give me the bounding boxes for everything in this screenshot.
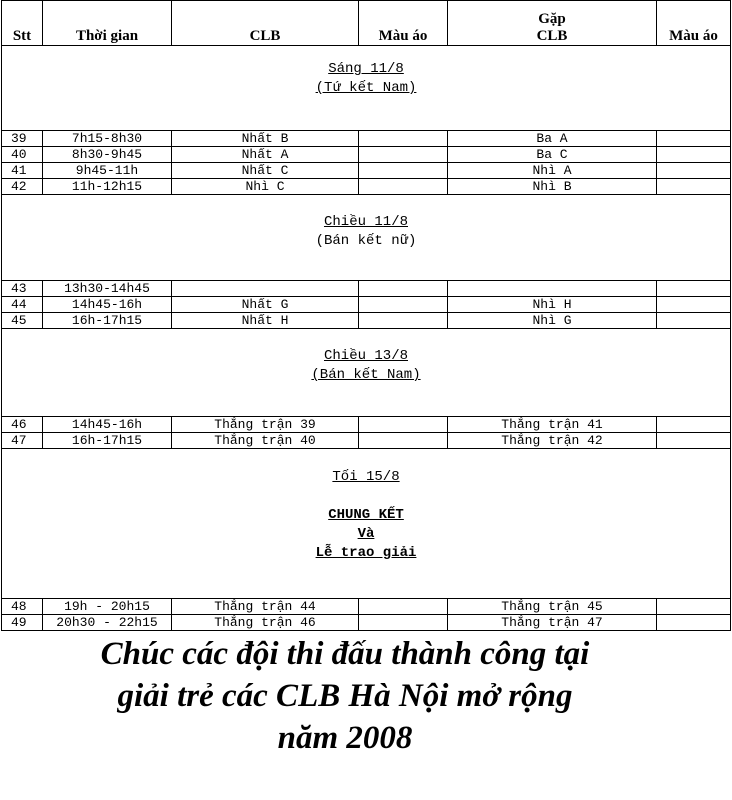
table-row: [2, 281, 731, 297]
section-subtitle: (Bán kết nữ): [315, 233, 417, 249]
cell-opponent: Thắng trận 41: [448, 417, 657, 433]
schedule-table: [1, 0, 731, 631]
final-title: CHUNG KẾT: [328, 507, 404, 523]
cell-club: Thắng trận 46: [172, 615, 359, 631]
closing-line-1: Chúc các đội thi đấu thành công tại: [100, 636, 590, 672]
cell-stt: 48: [2, 599, 43, 615]
cell-opponent: Ba A: [448, 131, 657, 147]
header-stt: Stt: [2, 1, 43, 46]
cell-opponent: Nhì B: [448, 179, 657, 195]
section-title: Tối 15/8: [332, 469, 400, 485]
cell-shirt: [359, 433, 448, 449]
cell-time: 13h30-14h45: [43, 281, 172, 297]
cell-time: 11h-12h15: [43, 179, 172, 195]
cell-club: Nhất B: [172, 131, 359, 147]
cell-shirt: [359, 147, 448, 163]
section-subtitle: (Tứ kết Nam): [315, 80, 417, 96]
cell-club: Nhì C: [172, 179, 359, 195]
cell-shirt: [359, 131, 448, 147]
section-title: Chiều 13/8: [323, 348, 408, 364]
table-row: [2, 147, 731, 163]
cell-opponent-shirt: [657, 313, 731, 329]
header-opponent-shirt: Màu áo: [657, 1, 731, 46]
section-heading: [2, 195, 731, 281]
cell-opponent: Nhì G: [448, 313, 657, 329]
cell-club: Thắng trận 39: [172, 417, 359, 433]
cell-club: Thắng trận 44: [172, 599, 359, 615]
cell-stt: 40: [2, 147, 43, 163]
header-row: [2, 1, 731, 46]
section-title: Chiều 11/8: [323, 214, 408, 230]
cell-time: 16h-17h15: [43, 313, 172, 329]
cell-opponent-shirt: [657, 179, 731, 195]
cell-opponent: Thắng trận 42: [448, 433, 657, 449]
table-row: [2, 615, 731, 631]
section-heading-cell: [2, 329, 731, 417]
cell-time: 7h15-8h30: [43, 131, 172, 147]
cell-opponent-shirt: [657, 131, 731, 147]
cell-stt: 42: [2, 179, 43, 195]
section-heading: [2, 329, 731, 417]
cell-time: 16h-17h15: [43, 433, 172, 449]
table-row: [2, 599, 731, 615]
cell-opponent: Thắng trận 45: [448, 599, 657, 615]
final-ceremony: Lễ trao giải: [315, 545, 417, 561]
table-row: [2, 179, 731, 195]
section-heading-cell: [2, 449, 731, 599]
cell-shirt: [359, 417, 448, 433]
section-subtitle: (Bán kết Nam): [311, 367, 421, 383]
closing-message: [0, 633, 690, 759]
table-row: [2, 131, 731, 147]
cell-club: Thắng trận 40: [172, 433, 359, 449]
table-row: [2, 433, 731, 449]
cell-shirt: [359, 599, 448, 615]
header-club: CLB: [172, 1, 359, 46]
cell-club: Nhất C: [172, 163, 359, 179]
cell-opponent-shirt: [657, 599, 731, 615]
cell-time: 19h - 20h15: [43, 599, 172, 615]
cell-stt: 47: [2, 433, 43, 449]
cell-club: Nhất A: [172, 147, 359, 163]
header-opponent: [448, 1, 657, 46]
header-time: Thời gian: [43, 1, 172, 46]
cell-opponent: [448, 281, 657, 297]
cell-time: 9h45-11h: [43, 163, 172, 179]
cell-shirt: [359, 163, 448, 179]
cell-shirt: [359, 313, 448, 329]
cell-opponent-shirt: [657, 433, 731, 449]
header-shirt: Màu áo: [359, 1, 448, 46]
section-heading-cell: [2, 46, 731, 131]
cell-time: 14h45-16h: [43, 297, 172, 313]
closing-line-2: giải trẻ các CLB Hà Nội mở rộng: [117, 678, 573, 714]
cell-shirt: [359, 615, 448, 631]
header-opponent-line1: Gặp: [538, 11, 566, 27]
cell-opponent: Ba C: [448, 147, 657, 163]
cell-shirt: [359, 179, 448, 195]
cell-stt: 39: [2, 131, 43, 147]
cell-club: Nhất H: [172, 313, 359, 329]
cell-time: 8h30-9h45: [43, 147, 172, 163]
cell-stt: 44: [2, 297, 43, 313]
section-spacer: [2, 487, 730, 506]
cell-time: 20h30 - 22h15: [43, 615, 172, 631]
cell-opponent-shirt: [657, 417, 731, 433]
header-opponent-line2: CLB: [536, 28, 568, 44]
section-heading: [2, 449, 731, 599]
cell-opponent-shirt: [657, 163, 731, 179]
closing-line-3: năm 2008: [277, 720, 413, 756]
cell-stt: 46: [2, 417, 43, 433]
final-conjunction: Và: [357, 526, 375, 542]
section-title: Sáng 11/8: [328, 61, 404, 77]
cell-time: 14h45-16h: [43, 417, 172, 433]
table-row: [2, 163, 731, 179]
cell-opponent-shirt: [657, 147, 731, 163]
cell-opponent: Nhì H: [448, 297, 657, 313]
cell-opponent-shirt: [657, 281, 731, 297]
section-heading-cell: [2, 195, 731, 281]
cell-stt: 45: [2, 313, 43, 329]
table-row: [2, 313, 731, 329]
cell-stt: 41: [2, 163, 43, 179]
cell-club: [172, 281, 359, 297]
cell-shirt: [359, 297, 448, 313]
cell-opponent-shirt: [657, 297, 731, 313]
section-heading: [2, 46, 731, 131]
cell-stt: 49: [2, 615, 43, 631]
cell-opponent: Thắng trận 47: [448, 615, 657, 631]
cell-shirt: [359, 281, 448, 297]
cell-opponent: Nhì A: [448, 163, 657, 179]
cell-opponent-shirt: [657, 615, 731, 631]
cell-club: Nhất G: [172, 297, 359, 313]
cell-stt: 43: [2, 281, 43, 297]
table-row: [2, 297, 731, 313]
table-row: [2, 417, 731, 433]
